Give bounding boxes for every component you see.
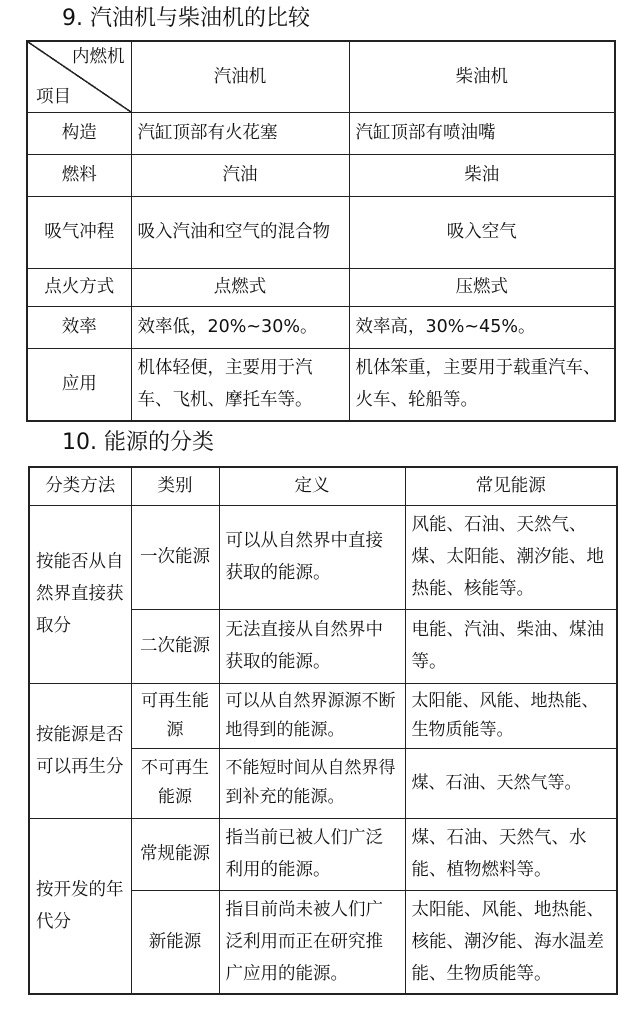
category-cell: 常规能源 <box>131 818 219 890</box>
corner-label-item: 项目 <box>36 86 71 107</box>
header-method: 分类方法 <box>29 467 131 505</box>
method-cell: 按能源是否可以再生分 <box>29 683 131 818</box>
category-cell: 不可再生能源 <box>131 748 219 818</box>
engine-comparison-table <box>26 40 616 422</box>
definition-cell: 可以从自然界中直接获取的能源。 <box>219 505 405 609</box>
category-cell: 二次能源 <box>131 609 219 683</box>
diesel-cell: 吸入空气 <box>349 196 615 268</box>
row-item: 吸气冲程 <box>27 196 131 268</box>
gasoline-cell: 吸入汽油和空气的混合物 <box>131 196 349 268</box>
definition-cell: 指目前尚未被人们广泛利用而正在研究推广应用的能源。 <box>219 890 405 994</box>
header-category: 类别 <box>131 467 219 505</box>
diesel-cell: 效率高，30%~45%。 <box>349 306 615 348</box>
table-row <box>27 112 615 154</box>
table-row <box>29 818 617 890</box>
examples-cell: 太阳能、风能、地热能、生物质能等。 <box>405 683 617 748</box>
table-row <box>27 196 615 268</box>
category-cell: 一次能源 <box>131 505 219 609</box>
gasoline-cell: 汽缸顶部有火花塞 <box>131 112 349 154</box>
definition-cell: 不能短时间从自然界得到补充的能源。 <box>219 748 405 818</box>
method-cell: 按开发的年代分 <box>29 818 131 994</box>
examples-cell: 风能、石油、天然气、煤、太阳能、潮汐能、地热能、核能等。 <box>405 505 617 609</box>
examples-cell: 电能、汽油、柴油、煤油等。 <box>405 609 617 683</box>
table-row <box>27 268 615 306</box>
section-10-title: 10. 能源的分类 <box>62 430 214 455</box>
row-item: 点火方式 <box>27 268 131 306</box>
table-header-row <box>29 467 617 505</box>
gasoline-cell: 效率低，20%~30%。 <box>131 306 349 348</box>
row-item: 构造 <box>27 112 131 154</box>
table-row <box>29 505 617 609</box>
gasoline-cell: 机体轻便，主要用于汽车、飞机、摩托车等。 <box>131 348 349 421</box>
examples-cell: 煤、石油、天然气、水能、植物燃料等。 <box>405 818 617 890</box>
diesel-cell: 汽缸顶部有喷油嘴 <box>349 112 615 154</box>
method-cell: 按能否从自然界直接获取分 <box>29 505 131 683</box>
diesel-cell: 柴油 <box>349 154 615 196</box>
examples-cell: 太阳能、风能、地热能、核能、潮汐能、海水温差能、生物质能等。 <box>405 890 617 994</box>
header-diesel-engine: 柴油机 <box>349 41 615 112</box>
table-row <box>27 306 615 348</box>
diesel-cell: 机体笨重，主要用于载重汽车、火车、轮船等。 <box>349 348 615 421</box>
gasoline-cell: 点燃式 <box>131 268 349 306</box>
definition-cell: 无法直接从自然界中获取的能源。 <box>219 609 405 683</box>
gasoline-cell: 汽油 <box>131 154 349 196</box>
category-cell: 新能源 <box>131 890 219 994</box>
diagonal-header-cell <box>27 41 131 112</box>
row-item: 效率 <box>27 306 131 348</box>
examples-cell: 煤、石油、天然气等。 <box>405 748 617 818</box>
row-item: 应用 <box>27 348 131 421</box>
corner-label-engine: 内燃机 <box>72 47 125 67</box>
table-row <box>27 154 615 196</box>
header-definition: 定义 <box>219 467 405 505</box>
definition-cell: 指当前已被人们广泛利用的能源。 <box>219 818 405 890</box>
definition-cell: 可以从自然界源源不断地得到的能源。 <box>219 683 405 748</box>
table-header-row <box>27 41 615 112</box>
row-item: 燃料 <box>27 154 131 196</box>
diesel-cell: 压燃式 <box>349 268 615 306</box>
energy-classification-table <box>28 466 618 995</box>
category-cell: 可再生能源 <box>131 683 219 748</box>
header-gasoline-engine: 汽油机 <box>131 41 349 112</box>
table-row <box>29 683 617 748</box>
section-9-title: 9. 汽油机与柴油机的比较 <box>62 6 310 31</box>
header-examples: 常见能源 <box>405 467 617 505</box>
table-row <box>27 348 615 421</box>
